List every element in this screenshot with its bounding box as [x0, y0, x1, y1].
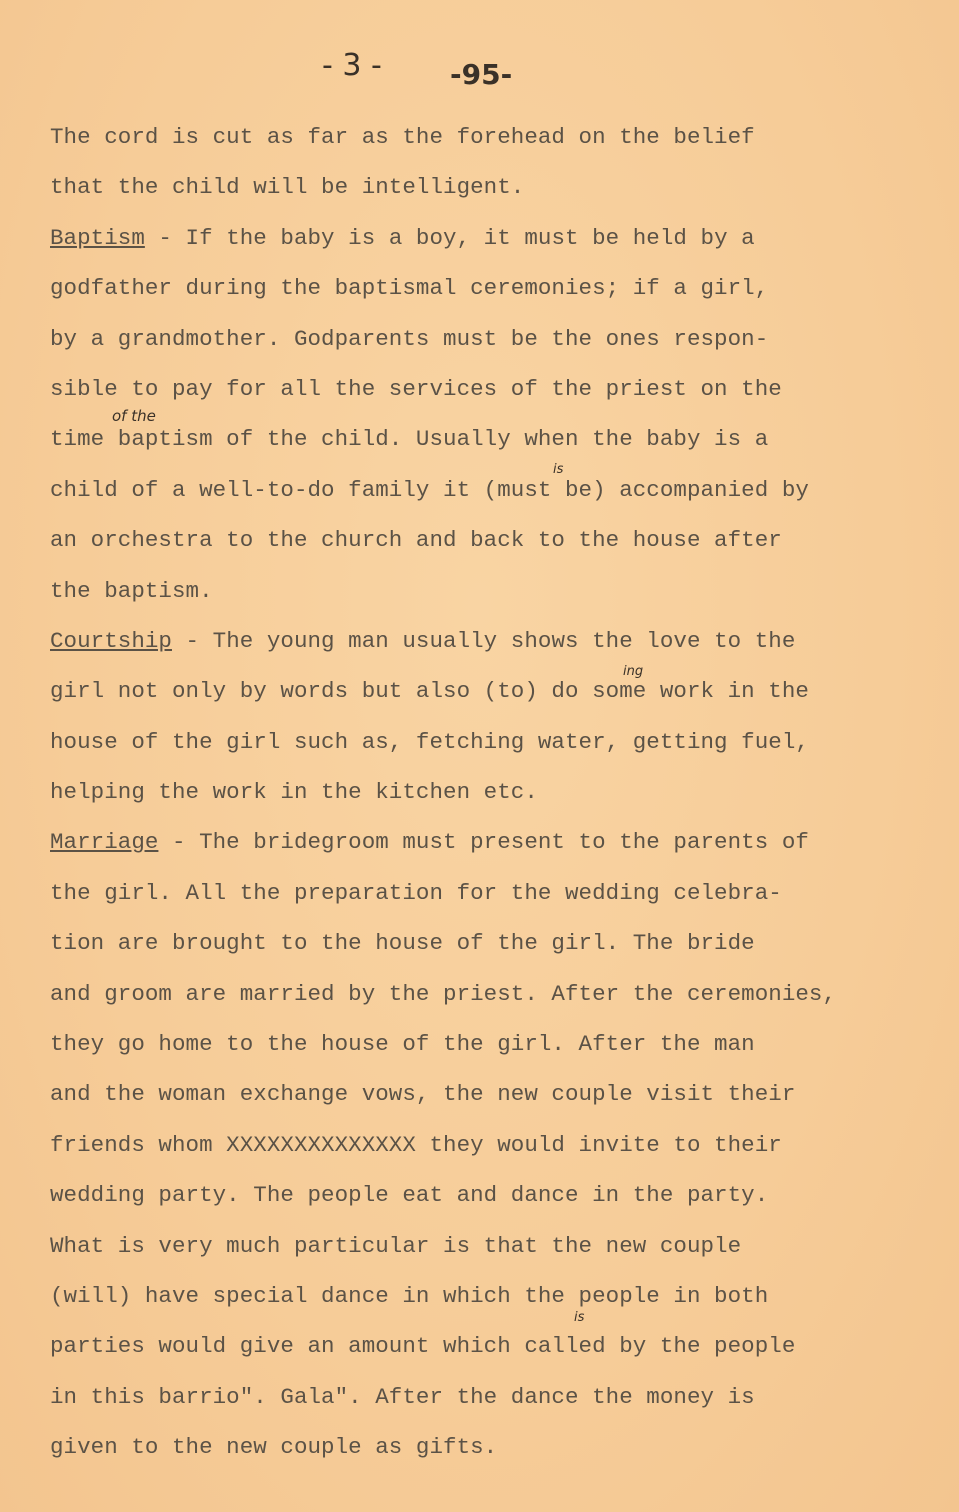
typed-text-body — [50, 112, 930, 1473]
section-heading-marriage: Marriage — [50, 829, 159, 856]
text-line: by a grandmother. Godparents must be the ones respon- — [50, 325, 769, 352]
text-line: in this barrio". Gala". After the dance the money is — [50, 1383, 755, 1410]
text-line: The cord is cut as far as the forehead on the belief — [50, 124, 755, 150]
handwritten-insertion-of-the: of the — [112, 407, 156, 425]
text-line — [50, 817, 930, 867]
text-line: What is very much particular is that the new couple — [50, 1232, 742, 1259]
text-line — [50, 213, 930, 263]
text-line: and the woman exchange vows, the new couple visit their — [50, 1081, 796, 1108]
text-line: they go home to the house of the girl. After the man — [50, 1031, 755, 1058]
text-line: an orchestra to the church and back to the house after — [50, 527, 782, 554]
text-line: parties would give an amount which called by the people — [50, 1333, 796, 1360]
text-line: child of a well-to-do family it (must be) accompanied by — [50, 476, 809, 503]
text-line: the girl. All the preparation for the wedding celebra- — [50, 879, 782, 906]
handwritten-insertion-is: is — [574, 1310, 585, 1325]
text-line: and groom are married by the priest. After the ceremonies, — [50, 980, 837, 1007]
text-line: the baptism. — [50, 577, 213, 604]
text-line: sible to pay for all the services of the priest on the — [50, 375, 782, 402]
text-line: (will) have special dance in which the people in both — [50, 1282, 769, 1309]
handwritten-insertion-is: is — [553, 462, 564, 477]
text-line: house of the girl such as, fetching water, getting fuel, — [50, 728, 809, 755]
text-line: friends whom XXXXXXXXXXXXXX they would invite to their — [50, 1131, 782, 1158]
text-line: girl not only by words but also (to) do some work in the — [50, 678, 809, 705]
text-line: tion are brought to the house of the girl. The bride — [50, 930, 755, 957]
text-span: - The young man usually shows the love to the — [171, 627, 796, 654]
text-line: given to the new couple as gifts. — [50, 1434, 498, 1461]
text-line: helping the work in the kitchen etc. — [50, 779, 538, 806]
section-heading-courtship: Courtship — [50, 627, 172, 654]
text-line: godfather during the baptismal ceremonies; if a girl, — [50, 275, 769, 302]
text-line: that the child will be intelligent. — [50, 174, 525, 201]
text-span: - If the baby is a boy, it must be held by a — [144, 224, 755, 251]
text-line: time baptism of the child. Usually when the baby is a — [50, 426, 769, 453]
original-page-number: - 3 - — [322, 48, 382, 83]
renumbered-page-number: -95- — [450, 58, 513, 91]
handwritten-insertion-ing: ing — [623, 664, 644, 679]
text-line: wedding party. The people eat and dance in the party. — [50, 1182, 769, 1209]
text-line — [50, 616, 930, 666]
text-span: - The bridegroom must present to the parents of — [158, 829, 809, 856]
section-heading-baptism: Baptism — [50, 224, 145, 251]
